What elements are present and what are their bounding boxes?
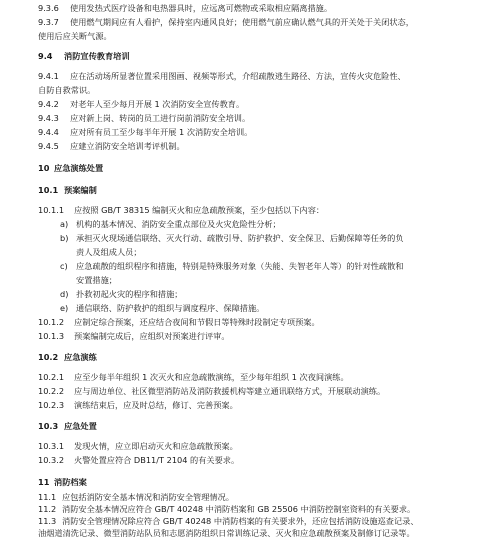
clause-text: 油烟道清洗记录、微型消防站队员和志愿消防组织日常训练记录、灭火和应急疏散预案及制修订记录等。	[38, 528, 415, 538]
clause-number: 10.3.2	[38, 455, 65, 465]
clause-text: 应至少每半年组织 1 次灭火和应急疏散演练，至少每年组织 1 次夜间演练。	[74, 372, 349, 382]
clause-continuation	[38, 527, 415, 539]
section-number: 10.2	[38, 352, 59, 362]
clause-number: 10.3.1	[38, 441, 65, 451]
list-text: 责人及组成人员；	[76, 247, 142, 257]
clause-10-2-3	[38, 399, 238, 411]
section-number: 9.4	[38, 51, 53, 61]
clause-number: 10.1.3	[38, 331, 65, 341]
clause-number: 9.4.1	[38, 71, 59, 81]
clause-number: 9.4.2	[38, 99, 59, 109]
clause-text: 预案编制完成后，应组织对预案进行评审。	[74, 331, 230, 341]
clause-text: 应对新上岗、转岗的员工进行岗前消防安全培训。	[70, 113, 251, 123]
section-title: 预案编制	[64, 185, 97, 195]
clause-continuation	[38, 30, 112, 42]
clause-10-1-1	[38, 204, 324, 216]
clause-text: 消防安全管理情况除应符合 GB/T 40248 中消防档案的有关要求外，还应包括消防设施巡查记录、	[62, 516, 419, 526]
clause-text: 应按照 GB/T 38315 编制灭火和应急疏散预案，至少包括以下内容：	[74, 205, 325, 215]
clause-number: 9.4.3	[38, 113, 59, 123]
clause-text: 应对所有员工至少每半年开展 1 次消防安全培训。	[70, 127, 253, 137]
clause-9-4-2	[38, 98, 244, 110]
list-item-c	[60, 260, 404, 272]
clause-11-2	[38, 503, 415, 515]
clause-10-2-2	[38, 385, 385, 397]
clause-text: 应建立消防安全培训考评机制。	[70, 141, 185, 151]
section-heading-10-1	[38, 184, 97, 196]
list-item-d	[60, 288, 182, 300]
list-marker: e)	[60, 303, 69, 313]
list-marker: c)	[60, 261, 68, 271]
chapter-title: 消防档案	[54, 477, 87, 487]
clause-continuation	[38, 84, 95, 96]
list-text: 安置措施；	[76, 275, 117, 285]
clause-number: 10.2.1	[38, 372, 65, 382]
clause-number: 10.2.3	[38, 400, 65, 410]
clause-text: 对老年人至少每月开展 1 次消防安全宣传教育。	[70, 99, 245, 109]
clause-text: 演练结束后，应及时总结，修订、完善预案。	[74, 400, 238, 410]
list-item-e	[60, 302, 264, 314]
list-marker: a)	[60, 219, 69, 229]
clause-9-3-6	[38, 2, 332, 14]
list-text: 机构的基本情况、消防安全重点部位及火灾危险性分析；	[76, 219, 281, 229]
section-heading-9-4	[38, 50, 130, 62]
list-marker: d)	[60, 289, 69, 299]
clause-number: 9.3.6	[38, 3, 59, 13]
clause-10-3-2	[38, 454, 239, 466]
clause-text: 消防安全基本情况应符合 GB/T 40248 中消防档案和 GB 25506 中消防控制室资料的有关要求。	[62, 504, 416, 514]
clause-text: 应包括消防安全基本情况和消防安全管理情况。	[62, 492, 234, 502]
section-title: 应急演练	[64, 352, 97, 362]
clause-9-4-5	[38, 140, 185, 152]
list-text: 应急疏散的组织程序和措施，特别是特殊服务对象（失能、失智老年人等）的针对性疏散和	[76, 261, 404, 271]
clause-10-3-1	[38, 440, 238, 452]
clause-number: 10.1.1	[38, 205, 65, 215]
chapter-heading-11	[38, 476, 87, 488]
chapter-title: 应急演练处置	[54, 163, 104, 173]
clause-11-3	[38, 515, 419, 527]
clause-text: 应与周边单位、社区微型消防站及消防救援机构等建立通讯联络方式，开展联动演练。	[74, 386, 386, 396]
section-title: 消防宣传教育培训	[64, 51, 130, 61]
clause-text: 使用发热式医疗设备和电热器具时，应远离可燃物或采取相应隔离措施。	[70, 3, 333, 13]
section-number: 10.1	[38, 185, 59, 195]
list-continuation	[76, 246, 142, 258]
clause-number: 9.4.4	[38, 127, 59, 137]
section-heading-10-2	[38, 351, 97, 363]
list-continuation	[76, 274, 117, 286]
list-text: 通信联络、防护救护的组织与调度程序、保障措施。	[76, 303, 265, 313]
list-text: 扑救初起火灾的程序和措施；	[76, 289, 183, 299]
clause-text: 火警处置应符合 DB11/T 2104 的有关要求。	[74, 455, 240, 465]
clause-9-4-4	[38, 126, 252, 138]
section-title: 应急处置	[64, 421, 97, 431]
chapter-number: 11	[38, 477, 50, 487]
clause-number: 9.4.5	[38, 141, 59, 151]
clause-number: 11.1	[38, 492, 57, 502]
chapter-heading-10	[38, 162, 103, 174]
clause-number: 10.1.2	[38, 317, 65, 327]
list-item-b	[60, 232, 404, 244]
list-marker: b)	[60, 233, 69, 243]
clause-9-4-1	[38, 70, 406, 82]
clause-10-2-1	[38, 371, 349, 383]
section-heading-10-3	[38, 420, 97, 432]
list-text: 承担灭火现场通信联络、灭火行动、疏散引导、防护救护、安全保卫、后勤保障等任务的负	[76, 233, 404, 243]
chapter-number: 10	[38, 163, 50, 173]
clause-number: 9.3.7	[38, 17, 59, 27]
clause-text: 自防自救常识。	[38, 85, 96, 95]
clause-10-1-3	[38, 330, 230, 342]
clause-9-4-3	[38, 112, 250, 124]
clause-text: 发现火情，应立即启动灭火和应急疏散预案。	[74, 441, 238, 451]
clause-text: 应在活动场所显著位置采用图画、视频等形式，介绍疏散逃生路径、方法，宣传火灾危险性、	[70, 71, 406, 81]
clause-9-3-7	[38, 16, 414, 28]
clause-10-1-2	[38, 316, 320, 328]
clause-number: 10.2.2	[38, 386, 65, 396]
clause-11-1	[38, 491, 234, 503]
clause-text: 使用后应关断气源。	[38, 31, 112, 41]
clause-text: 使用燃气期间应有人看护，保持室内通风良好；使用燃气前应确认燃气具的开关处于关闭状态，	[70, 17, 414, 27]
list-item-a	[60, 218, 281, 230]
clause-number: 11.3	[38, 516, 57, 526]
section-number: 10.3	[38, 421, 59, 431]
clause-number: 11.2	[38, 504, 57, 514]
clause-text: 应制定综合预案，还应结合夜间和节假日等特殊时段制定专项预案。	[74, 317, 320, 327]
